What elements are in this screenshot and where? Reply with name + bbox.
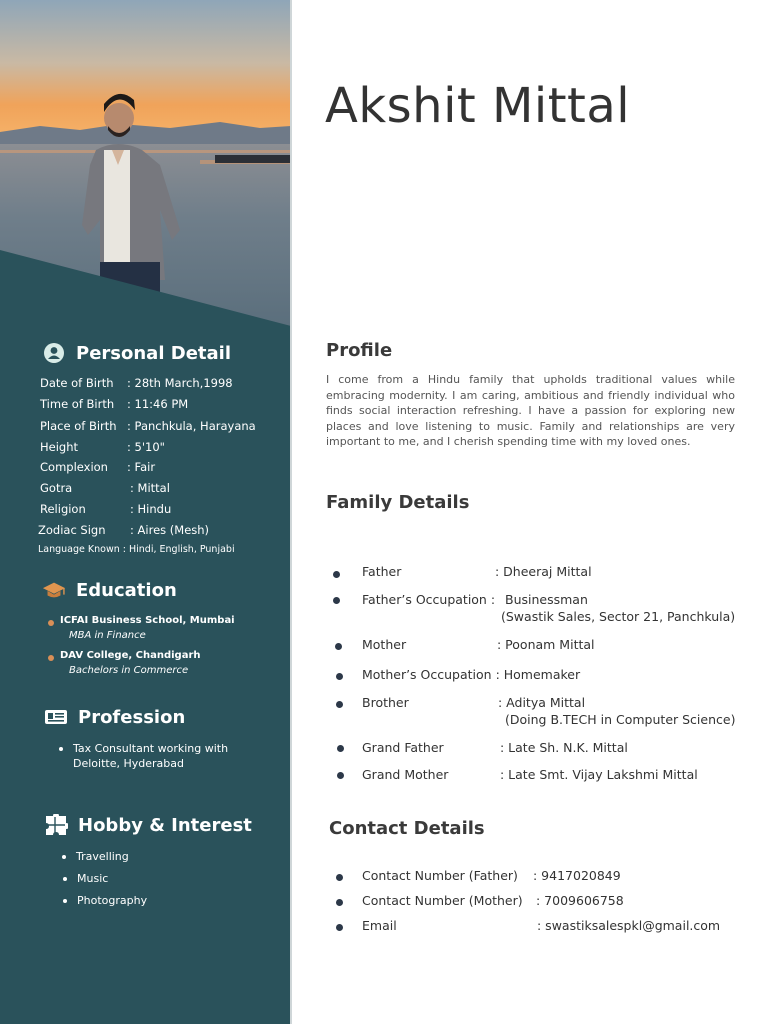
education-heading <box>42 578 177 602</box>
pd-time-of-birth <box>40 397 188 411</box>
graduation-cap-icon <box>42 578 66 602</box>
pd-label: Time of Birth <box>40 397 115 411</box>
bullet-dot <box>48 620 54 626</box>
bullet-dot <box>333 597 340 604</box>
pd-label: Height <box>40 440 79 454</box>
pd-complexion <box>40 460 155 474</box>
pd-date-of-birth <box>40 376 233 390</box>
family-value-detail: (Swastik Sales, Sector 21, Panchkula) <box>501 609 736 624</box>
family-label: Grand Mother <box>362 767 449 782</box>
bullet-dot <box>336 673 343 680</box>
hobby-label: Photography <box>77 894 148 907</box>
profession-heading <box>44 705 185 729</box>
family-value: Businessman <box>505 592 588 607</box>
hobby-label: Music <box>77 872 109 885</box>
pd-religion <box>40 502 171 516</box>
section-title: Hobby & Interest <box>78 814 252 836</box>
school-name: DAV College, Chandigarh <box>60 650 201 661</box>
family-value: : Late Sh. N.K. Mittal <box>500 740 628 755</box>
sidebar <box>0 0 291 1024</box>
family-label: Brother <box>362 695 409 710</box>
pd-value: : 28th March,1998 <box>127 376 233 390</box>
school-name: ICFAI Business School, Mumbai <box>60 615 235 626</box>
bullet-dot <box>59 747 63 751</box>
puzzle-icon <box>44 813 68 837</box>
bullet-dot <box>63 899 67 903</box>
bullet-dot <box>63 877 67 881</box>
pd-value: : 5'10" <box>127 440 165 454</box>
pd-language-known: Language Known : Hindi, English, Punjabi <box>38 544 235 555</box>
pd-label: Complexion <box>40 460 108 474</box>
section-title: Personal Detail <box>76 342 231 364</box>
pd-value: : 11:46 PM <box>127 397 189 411</box>
pd-label: Place of Birth <box>40 419 117 433</box>
hobby-heading <box>44 813 252 837</box>
section-title: Profession <box>78 706 186 728</box>
contact-label: Contact Number (Father) <box>362 868 518 883</box>
pd-label: Gotra <box>40 481 73 495</box>
bullet-dot <box>337 745 344 752</box>
contact-value: : swastiksalespkl@gmail.com <box>537 918 721 933</box>
contact-value: : 9417020849 <box>533 868 621 883</box>
hobby-label: Travelling <box>76 850 129 863</box>
family-details-heading: Family Details <box>326 492 470 513</box>
family-label: Grand Father <box>362 740 444 755</box>
contact-details-heading: Contact Details <box>329 818 485 839</box>
bullet-dot <box>333 571 340 578</box>
bullet-dot <box>335 643 342 650</box>
family-value: : Late Smt. Vijay Lakshmi Mittal <box>500 767 698 782</box>
family-label: Father <box>362 564 402 579</box>
pd-value: : Panchkula, Harayana <box>127 419 256 433</box>
personal-detail-heading <box>42 341 231 365</box>
degree: Bachelors in Commerce <box>69 665 189 676</box>
profession-line-1: Tax Consultant working with <box>73 742 229 755</box>
column-divider <box>290 0 292 1024</box>
bullet-dot <box>337 772 344 779</box>
family-value: : Dheeraj Mittal <box>495 564 592 579</box>
bullet-dot <box>336 924 343 931</box>
family-value-detail: (Doing B.TECH in Computer Science) <box>505 712 736 727</box>
pd-gotra <box>40 481 170 495</box>
bullet-dot <box>336 874 343 881</box>
page-title: Akshit Mittal <box>325 78 631 134</box>
id-card-icon <box>44 705 68 729</box>
contact-label: Email <box>362 918 397 933</box>
family-value: : Poonam Mittal <box>497 637 595 652</box>
bullet-dot <box>48 655 54 661</box>
pd-label: Religion <box>40 502 86 516</box>
profile-text: I come from a Hindu family that upholds traditional values while embracing modernity. I am caring, ambitious and friendly individual who finds social interaction refreshing. I have a passion for exploring new places and love listening to music. Family and relationships are very important to me, and I cherish spending time with my loved ones. <box>326 373 735 448</box>
family-label: Mother’s Occupation : Homemaker <box>362 667 581 682</box>
pd-value: : Hindu <box>130 502 172 516</box>
profession-line-2: Deloitte, Hyderabad <box>73 757 184 770</box>
bullet-dot <box>62 855 66 859</box>
pd-value: : Aires (Mesh) <box>130 523 210 537</box>
person-icon <box>42 341 66 365</box>
pd-height <box>40 440 165 454</box>
bullet-dot <box>336 701 343 708</box>
section-title: Education <box>76 579 177 601</box>
bullet-dot <box>336 899 343 906</box>
pd-label: Zodiac Sign <box>38 523 106 537</box>
contact-value: : 7009606758 <box>536 893 624 908</box>
contact-label: Contact Number (Mother) <box>362 893 523 908</box>
pd-value: : Fair <box>127 460 156 474</box>
family-label: Father’s Occupation : <box>362 592 496 607</box>
degree: MBA in Finance <box>69 630 146 641</box>
profile-heading: Profile <box>326 340 393 361</box>
pd-label: Date of Birth <box>40 376 114 390</box>
pd-value: : Mittal <box>130 481 170 495</box>
pd-place-of-birth <box>40 419 256 433</box>
family-value: : Aditya Mittal <box>498 695 586 710</box>
profile-photo <box>0 0 291 330</box>
pd-zodiac-sign <box>38 523 209 537</box>
family-label: Mother <box>362 637 407 652</box>
